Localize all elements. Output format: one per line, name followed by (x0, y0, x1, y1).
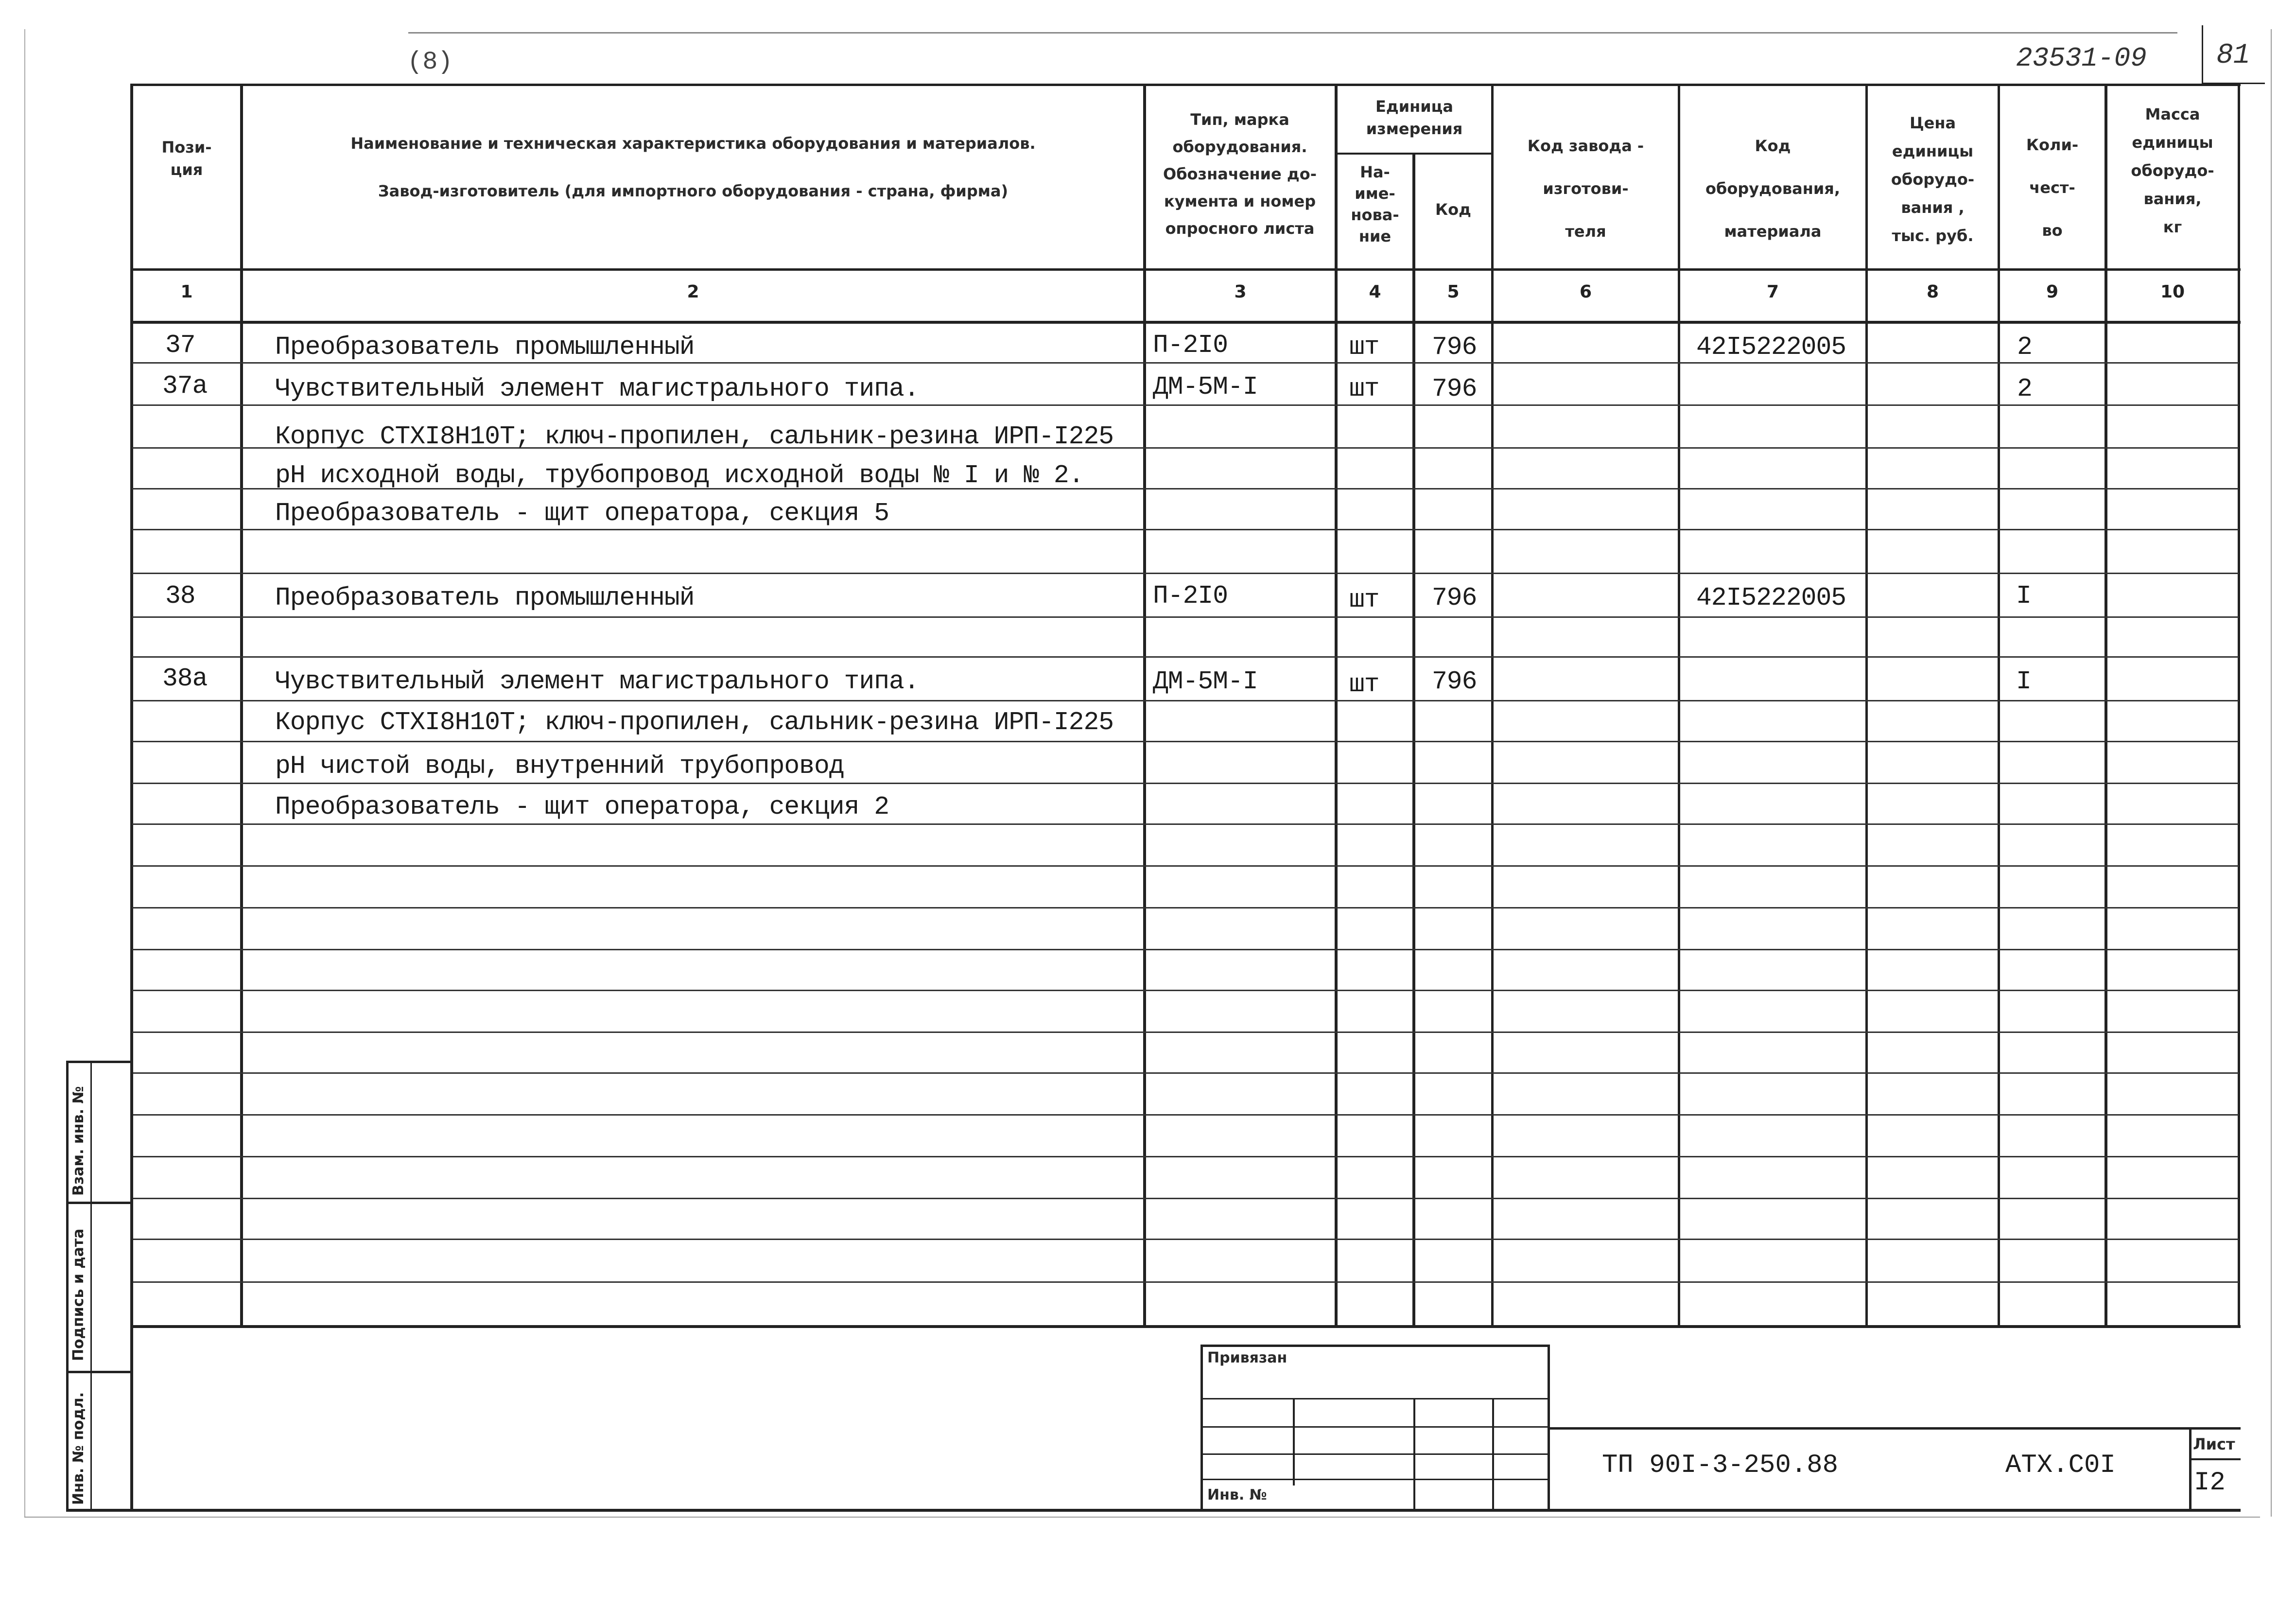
stamp-col-1 (1293, 1398, 1295, 1486)
table-row-line (132, 656, 2239, 658)
row-unit-code: 796 (1432, 374, 1477, 403)
table-top-border (130, 84, 2241, 86)
row-name: Чувствительный элемент магистрального типа. (275, 374, 919, 403)
side-podpis-label: Подпись и дата (70, 1228, 87, 1361)
header-position: Пози- ция (161, 138, 212, 179)
row-quantity: I (2016, 667, 2031, 696)
outer-left-edge (24, 29, 25, 1517)
header-plant-code: Код завода - изготови- теля (1527, 137, 1644, 241)
side-inv-podl-label: Инв. № подл. (70, 1392, 87, 1505)
row-position: 38 (165, 581, 195, 611)
table-row-line (132, 907, 2239, 909)
side-strip-right (130, 1061, 133, 1512)
side-strip-bottom (66, 1509, 2241, 1512)
colnum-9: 9 (2046, 282, 2059, 302)
row-position: 37а (162, 371, 208, 401)
table-row-line (132, 823, 2239, 825)
table-row-line (132, 573, 2239, 574)
row-position: 38а (162, 664, 208, 693)
stamp-inv-no: Инв. № (1207, 1486, 1267, 1503)
header-unit-group: Единица измерения (1366, 97, 1463, 138)
colnum-8: 8 (1926, 282, 1939, 302)
col-line-1 (240, 84, 243, 1328)
row-name: рН исходной воды, трубопровод исходной воды № I и № 2. (275, 461, 1084, 490)
corner-box-left (2202, 25, 2203, 84)
row-unit-code: 796 (1432, 667, 1477, 696)
top-frame-line (408, 32, 2177, 34)
document-suffix: АТХ.С0I (2005, 1451, 2116, 1480)
row-name: Корпус СТХI8Н10Т; ключ-пропилен, сальник-резина ИРП-I225 (275, 708, 1114, 737)
table-row-line (132, 949, 2239, 950)
outer-right-edge (2271, 29, 2272, 1517)
row-name: Преобразователь - щит оператора, секция 2 (275, 792, 889, 821)
stamp-row-4 (1200, 1479, 1548, 1480)
header-unit-name: На- име- нова- ние (1351, 163, 1399, 245)
stamp-col-2 (1413, 1398, 1415, 1510)
table-row-line (132, 404, 2239, 406)
stamp-privyazan: Привязан (1207, 1349, 1287, 1366)
col-line-9 (2105, 84, 2107, 1328)
row-unit: шт (1349, 585, 1379, 614)
side-strip-top (66, 1061, 132, 1063)
header-unit-code: Код (1435, 200, 1471, 219)
table-row-line (132, 616, 2239, 618)
header-type: Тип, марка оборудования. Обозначение до- кумента и номер опросного листа (1163, 110, 1317, 238)
side-strip-left (66, 1061, 69, 1512)
colnum-7: 7 (1766, 282, 1779, 302)
sheet-value: I2 (2194, 1468, 2226, 1498)
row-type: ДМ-5М-I (1153, 372, 1258, 402)
header-name-line2: Завод-изготовитель (для импортного оборудования - страна, фирма) (378, 182, 1009, 200)
table-row-line (132, 741, 2239, 742)
colnum-3: 3 (1234, 282, 1247, 302)
header-mass: Масса единицы оборудо- вания, кг (2131, 105, 2214, 236)
table-row-line (132, 700, 2239, 701)
row-type: ДМ-5М-I (1153, 667, 1258, 696)
row-name: Чувствительный элемент магистрального типа. (275, 667, 919, 696)
table-row-line (132, 1156, 2239, 1157)
stamp-row-1 (1200, 1398, 1548, 1399)
colnum-4: 4 (1369, 282, 1381, 302)
colnum-1: 1 (180, 282, 193, 302)
row-name: Преобразователь - щит оператора, секция 5 (275, 499, 889, 528)
table-row-line (132, 1239, 2239, 1240)
row-unit: шт (1349, 332, 1379, 362)
document-code: ТП 90I-3-250.88 (1602, 1451, 1839, 1480)
row-equipment-code: 42I5222005 (1696, 583, 1846, 612)
outer-bottom-edge (24, 1517, 2260, 1518)
row-name: Преобразователь промышленный (275, 583, 695, 612)
col-line-5 (1491, 84, 1494, 1328)
document-number: 23531-09 (2016, 43, 2147, 74)
row-name: рН чистой воды, внутренний трубопровод (275, 752, 844, 781)
col-line-3 (1335, 84, 1338, 1328)
stamp-row-2 (1200, 1426, 1548, 1428)
row-position: 37 (165, 331, 195, 360)
colnum-bottom-line (130, 321, 2241, 324)
unit-group-divider (1335, 153, 1493, 155)
colnum-5: 5 (1447, 282, 1460, 302)
side-vzam-label: Взам. инв. № (70, 1086, 87, 1196)
sheet-box-left (2189, 1429, 2192, 1512)
row-type: П-2I0 (1153, 581, 1228, 611)
col-line-6 (1678, 84, 1680, 1328)
sheet-corner-number: 81 (2216, 40, 2250, 71)
row-unit-code: 796 (1432, 332, 1477, 362)
side-strip-divider-2 (66, 1371, 132, 1373)
table-row-line (132, 1198, 2239, 1199)
table-row-line (132, 1031, 2239, 1033)
stamp-col-3 (1492, 1398, 1494, 1510)
colnum-2: 2 (687, 282, 699, 302)
col-line-8 (1998, 84, 2000, 1328)
header-quantity: Коли- чест- во (2026, 136, 2079, 240)
table-row-line (132, 865, 2239, 867)
col-line-7 (1865, 84, 1868, 1328)
header-price: Цена единицы оборудо- вания , тыс. руб. (1891, 114, 1975, 245)
row-unit: шт (1349, 670, 1379, 699)
stamp-box-top (1200, 1345, 1548, 1347)
table-row-line (132, 362, 2239, 364)
row-name: Преобразователь промышленный (275, 332, 695, 362)
sheet-label: Лист (2193, 1435, 2235, 1453)
table-row-line (132, 990, 2239, 991)
row-unit-code: 796 (1432, 583, 1477, 612)
row-equipment-code: 42I5222005 (1696, 332, 1846, 362)
row-quantity: 2 (2017, 332, 2032, 362)
table-row-line (132, 1072, 2239, 1074)
table-bottom-border (130, 1325, 2241, 1328)
table-row-line (132, 529, 2239, 530)
table-row-line (132, 1114, 2239, 1116)
title-block-top (1548, 1427, 2241, 1430)
stamp-row-3 (1200, 1453, 1548, 1455)
page-number: (8) (407, 48, 453, 76)
row-unit: шт (1349, 374, 1379, 403)
row-quantity: 2 (2017, 374, 2032, 403)
row-quantity: I (2016, 581, 2031, 611)
row-name: Корпус СТХI8Н10Т; ключ-пропилен, сальник-резина ИРП-I225 (275, 422, 1114, 451)
colnum-10: 10 (2160, 282, 2185, 302)
side-inner-vertical (90, 1061, 92, 1512)
colnum-6: 6 (1579, 282, 1592, 302)
header-bottom-line (130, 268, 2241, 271)
side-strip-divider-1 (66, 1202, 132, 1204)
table-row-line (132, 1281, 2239, 1283)
sheet-box-divider (2189, 1458, 2241, 1460)
header-name-line1: Наименование и техническая характеристика оборудования и материалов. (350, 134, 1036, 153)
table-row-line (132, 783, 2239, 784)
header-equipment-code: Код оборудования, материала (1705, 137, 1840, 241)
col-line-2 (1143, 84, 1146, 1328)
row-type: П-2I0 (1153, 331, 1228, 360)
